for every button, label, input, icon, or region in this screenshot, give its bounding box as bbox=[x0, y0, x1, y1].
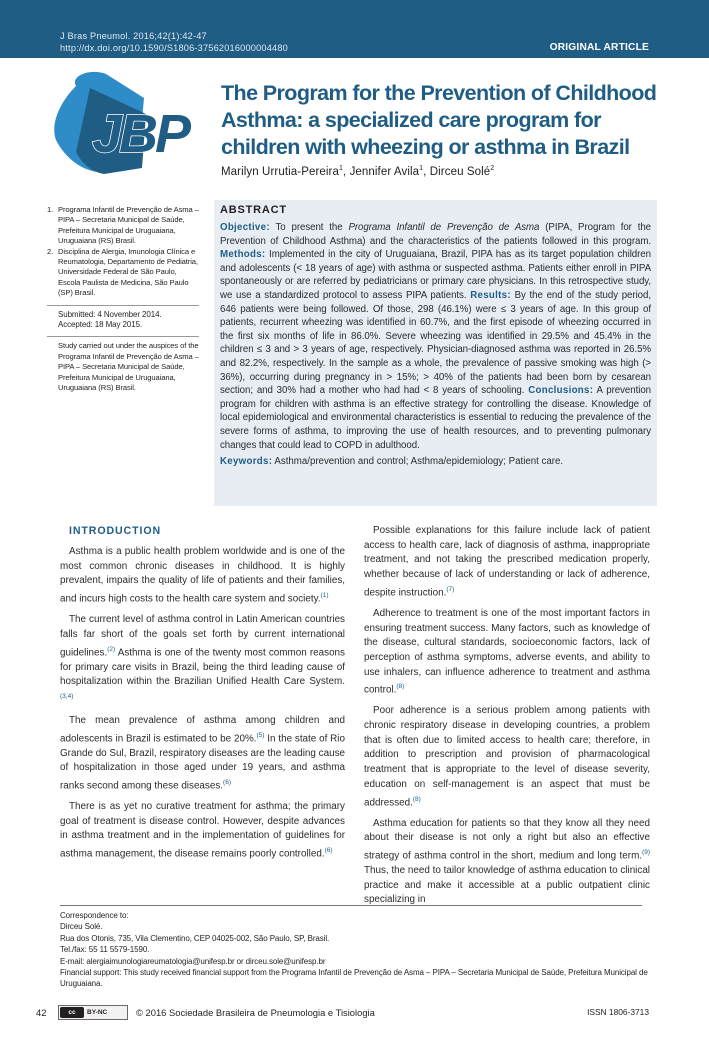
issn: ISSN 1806-3713 bbox=[587, 1007, 649, 1017]
page-footer bbox=[0, 1005, 709, 1023]
author-affiliation-mark: 1 bbox=[338, 165, 343, 172]
correspondence-block bbox=[60, 910, 650, 990]
citation-ref[interactable]: (8) bbox=[396, 683, 405, 691]
body-column-right bbox=[364, 524, 650, 914]
paragraph: Asthma is a public health problem worldwide and is one of the most common chronic diseases in childhood. It is highly prevalent, impairs the quality of life of patients and their families, and incurs high costs to the health care system and society.$^{(1)}$ bbox=[60, 546, 345, 605]
affiliations-sidebar bbox=[43, 205, 199, 394]
copyright-notice: © 2016 Sociedade Brasileira de Pneumologia e Tisiologia bbox=[136, 1007, 375, 1018]
cc-license-badge[interactable] bbox=[58, 1005, 128, 1020]
author-name: Jennifer Avila bbox=[349, 165, 420, 178]
citation-ref[interactable]: (7) bbox=[446, 585, 455, 593]
affiliation-item: 1. Programa Infantil de Prevenção de Asma – PIPA – Secretaria Municipal de Saúde, Prefeitura Municipal de Uruguaiana, Uruguaiana (RS) Brasil. bbox=[47, 205, 199, 246]
jbp-logo bbox=[46, 68, 214, 180]
citation-ref[interactable]: (1) bbox=[320, 592, 329, 600]
divider bbox=[60, 905, 642, 906]
abstract-box bbox=[214, 200, 657, 506]
citation-ref[interactable]: (9) bbox=[642, 848, 650, 856]
citation-ref[interactable]: (8) bbox=[412, 795, 421, 803]
keywords: Keywords: Asthma/prevention and control; Asthma/epidemiology; Patient care. bbox=[220, 456, 564, 468]
study-note: Study carried out under the auspices of the Programa Infantil de Prevenção de Asma – PIPA – Secretaria Municipal de Saúde, Prefeitura Municipal de Uruguaiana, Uruguaiana (RS) Brasil. bbox=[58, 341, 199, 393]
journal-citation: J Bras Pneumol. 2016;42(1):42-47 bbox=[60, 31, 207, 41]
correspondence-name: Dirceu Solé. bbox=[60, 922, 103, 932]
paragraph: Possible explanations for this failure include lack of patient access to health care, lack of diagnosis of asthma, inappropriate treatment, and not taking the prescribed medication properly, whether because of lack of understanding or lack of adherence, despite instruction.$^{(7)}$ bbox=[364, 525, 650, 599]
paragraph: There is as yet no curative treatment for asthma; the primary goal of treatment is disease control. However, despite advances in asthma treatment and in the implementation of guidelines for asthma management, the disease remains poorly controlled.$^{(6)}$ bbox=[60, 801, 345, 860]
citation-ref[interactable]: (2) bbox=[107, 645, 116, 653]
article-title: The Program for the Prevention of Childhood Asthma: a specialized care program for children with wheezing or asthma in Brazil bbox=[221, 81, 657, 159]
doi-link[interactable]: http://dx.doi.org/10.1590/S1806-37562016000004480 bbox=[60, 43, 288, 53]
affiliation-item: 2. Disciplina de Alergia, Imunologia Clínica e Reumatologia, Departamento de Pediatria, Universidade Federal de São Paulo, Escola Paulista de Medicina, São Paulo (SP) Brasil. bbox=[47, 246, 198, 298]
author-list: Marilyn Urrutia-Pereira$^1$, Jennifer Avila$^1$, Dirceu Solé$^2$ bbox=[221, 165, 495, 178]
article-type-label: ORIGINAL ARTICLE bbox=[549, 42, 649, 53]
body-column-left bbox=[60, 524, 345, 868]
author-name: Marilyn Urrutia-Pereira bbox=[221, 165, 339, 178]
paragraph: The current level of asthma control in Latin American countries falls far short of the goals set forth by current international guidelines.$^{(2)}$ Asthma is one of the twenty most common reasons for primary care visits in Brazil, being the third leading cause of hospitalization within the Brazilian Unified Health Care System.$^{(3,4)}$ bbox=[60, 614, 345, 700]
divider bbox=[47, 305, 199, 306]
correspondence-email[interactable]: E-mail: alergiaimunologiareumatologia@unifesp.br or dirceu.sole@unifesp.br bbox=[60, 956, 326, 966]
author-affiliation-mark: 2 bbox=[490, 165, 495, 172]
correspondence-label: Correspondence to: bbox=[60, 911, 129, 920]
submission-dates bbox=[43, 310, 199, 331]
cc-icon: cc bbox=[60, 1007, 84, 1018]
citation-ref[interactable]: (3,4) bbox=[60, 692, 74, 700]
correspondence-address: Rua dos Otonis, 735, Vila Clementino, CEP 04025-002, São Paulo, SP, Brasil. bbox=[60, 933, 330, 943]
logo-text: JBP bbox=[92, 104, 189, 164]
paragraph: Adherence to treatment is one of the most important factors in ensuring treatment success. Many factors, such as knowledge of the disease, cultural standards, socioeconomic factors, lack of perception of asthma symptoms, adverse events, and ability to use inhalers, can influence adherence to treatment and asthma control.$^{(8)}$ bbox=[364, 607, 650, 696]
funding-note: Financial support: This study received financial support from the Programa Infantil de Prevenção de Asma – PIPA – Secretaria Municipal de Saúde, Prefeitura Municipal de Uruguaiana. bbox=[60, 968, 648, 989]
citation-ref[interactable]: (5) bbox=[256, 731, 265, 739]
page-number: 42 bbox=[36, 1007, 47, 1018]
correspondence-phone: Tel./fax: 55 11 5579-1590. bbox=[60, 945, 150, 955]
citation-ref[interactable]: (6) bbox=[223, 779, 231, 787]
paragraph: Poor adherence is a serious problem among patients with chronic respiratory disease in developing countries, a problem that is often due to limited access to health care; therefore, in addition to prescription and provision of pharmacological treatment that is appropriate to the level of disease severity, education on self-management is an aspect that must be addressed.$^{(8)}$ bbox=[364, 705, 650, 808]
author-name: Dirceu Solé bbox=[429, 165, 491, 178]
paragraph: Asthma education for patients so that they know all they need about their disease is not only a right but also an effective strategy of asthma control in the short, medium and long term.$^{(9)}$ Thus, the need to tailor knowledge of asthma education to clinical practice and make it accessible at a public outpatient clinic specializing in bbox=[364, 817, 650, 906]
license-type: BY-NC bbox=[87, 1009, 108, 1016]
accepted-date: Accepted: 18 May 2015. bbox=[58, 320, 143, 330]
journal-header-bar bbox=[0, 0, 709, 58]
author-affiliation-mark: 1 bbox=[419, 165, 424, 172]
divider bbox=[47, 336, 199, 337]
citation-ref[interactable]: (6) bbox=[324, 847, 333, 855]
paragraph: The mean prevalence of asthma among children and adolescents in Brazil is estimated to be 20%.$^{(5)}$ In the state of Rio Grande do Sul, Brazil, respiratory diseases are the leading cause of hospitalization in those aged under 19 years, and asthma ranks second among these diseases.$^{(6)}$ bbox=[60, 714, 345, 792]
abstract-heading: ABSTRACT bbox=[220, 204, 287, 216]
submitted-date: Submitted: 4 November 2014. bbox=[58, 309, 162, 319]
section-heading-introduction: INTRODUCTION bbox=[69, 525, 162, 537]
abstract-body: Objective: To present the Programa Infantil de Prevenção de Asma (PIPA, Program for the Prevention of Childhood Asthma) and the characteristics of the patients followed in this program. Methods: Implemented in the city of Uruguaiana, Brazil, PIPA has as its target population children and adolescents (< 18 years of age) with asthma or suspected asthma. Patients either enroll in PIPA spontaneously or are referred by pediatricians or primary care physicians. In this retrospective study, we use a standardized protocol to assess PIPA patients. Results: By the end of the study period, 646 patients were being followed. Of those, 298 (46.1%) were ≤ 3 years of age. In this group of patients, recurrent wheezing was identified in 60.7%, and the first episode of wheezing occurred in the first six months of life in 86.0%. Severe wheezing was identified in 29.5% and 45.4% in the children ≤ 3 and > 3 years of age, respectively. Physician-diagnosed asthma was reported in 26.5% and 82.2%, respectively. In the sample as a whole, the prevalence of passive smoking was high (> 36%), occurring during pregnancy in > 15%; > 40% of the patients had been born by cesarean section; and 30% had a mother who had had < 8 years of schooling. Conclusions: A prevention program for children with asthma is an effective strategy for controlling the disease. Knowledge of local epidemiological and environmental characteristics is essential to reducing the prevalence of the severe forms of asthma, to improving the use of health resources, and to preventing pulmonary changes that could lead to COPD in adulthood. bbox=[220, 222, 652, 451]
